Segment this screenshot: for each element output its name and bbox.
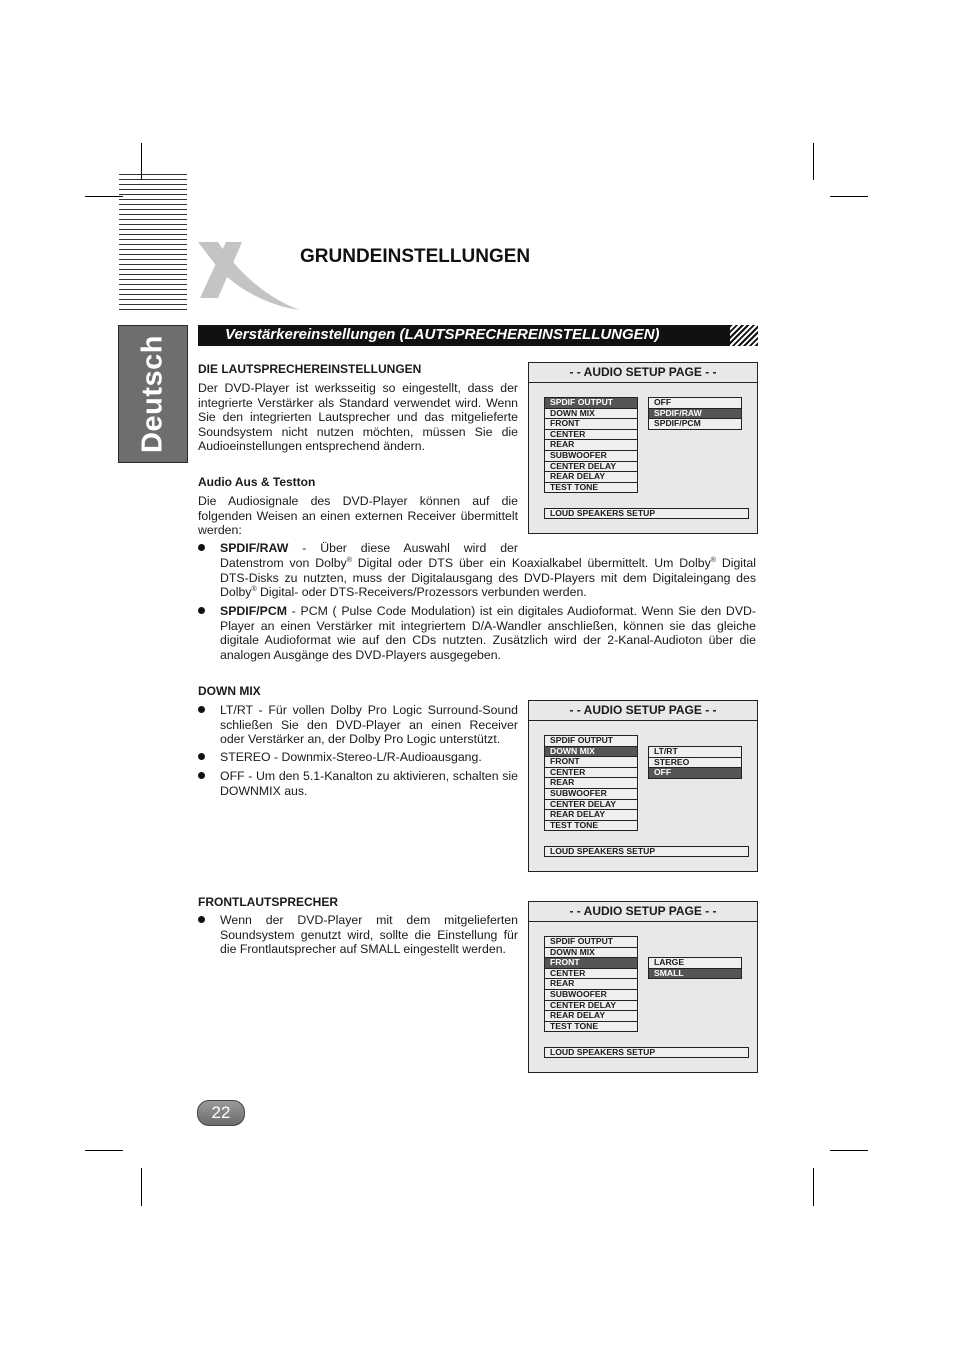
option-spdif-raw[interactable]: SPDIF/RAW [648,408,742,419]
menu-item-down-mix[interactable]: DOWN MIX [544,746,638,757]
bullet-icon [198,772,205,779]
menu-item-front[interactable]: FRONT [544,957,638,968]
spdif-pcm-paragraph [220,604,756,662]
menu-item-rear-delay[interactable]: REAR DELAY [544,471,638,482]
text-line: DOWNMIX aus. [220,783,308,798]
menu-item-test-tone[interactable]: TEST TONE [544,820,638,832]
menu-item-center-delay[interactable]: CENTER DELAY [544,799,638,810]
text-line: Soundsystem nicht nutzen möchten, müssen Sie die [198,424,518,439]
menu-item-rear-delay[interactable]: REAR DELAY [544,809,638,820]
option-off[interactable]: OFF [648,767,742,779]
option-stereo[interactable]: STEREO [648,757,742,768]
menu-item-center[interactable]: CENTER [544,429,638,440]
menu-item-center-delay[interactable]: CENTER DELAY [544,1000,638,1011]
text-line: Soundsystem genutzt wird, sollte die Einstellung für [220,927,518,942]
language-tab [118,325,188,463]
text-line: Der DVD-Player ist werksseitig so eingestellt, dass der [198,381,518,395]
text-line: Digital [715,556,757,570]
menu-item-test-tone[interactable]: TEST TONE [544,482,638,494]
text-line: Player an einen Verstärker mit integriertem D/A-Wandler anschließen, können sie das gleiche [220,618,756,633]
text-line: Wenn der DVD-Player mit dem mitgelieferten [220,913,518,927]
bullet-icon [198,607,205,614]
menu-item-center[interactable]: CENTER [544,767,638,778]
spdif-raw-label: SPDIF/RAW [220,541,289,555]
text-line: die Frontlautsprecher auf SMALL eingestellt werden. [220,942,506,957]
registered-mark: ® [346,556,352,564]
crop-mark [830,196,868,197]
panel-title: - - AUDIO SETUP PAGE - - [529,701,757,721]
language-tab-label: Deutsch [136,335,169,453]
crop-mark [813,143,814,180]
brand-x-logo [196,240,302,312]
menu-item-down-mix[interactable]: DOWN MIX [544,408,638,419]
option-list [648,957,742,979]
menu-item-test-tone[interactable]: TEST TONE [544,1021,638,1033]
audio-off-paragraph [198,494,518,538]
setup-menu [544,397,638,493]
text-line: integrierte Verstärker als Standard verwendet wird. Wenn [198,395,518,410]
down-mix-off [220,769,518,798]
crop-mark [85,196,123,197]
registered-mark: ® [251,586,257,594]
panel-title: - - AUDIO SETUP PAGE - - [529,902,757,922]
menu-item-front[interactable]: FRONT [544,756,638,767]
page-number: 22 [197,1100,245,1126]
spdif-pcm-label: SPDIF/PCM [220,604,287,618]
text-line: Dolby [220,585,252,600]
menu-item-rear-delay[interactable]: REAR DELAY [544,1010,638,1021]
audio-setup-panel-front [528,901,758,1073]
crop-mark [813,1168,814,1206]
option-list [648,397,742,430]
option-spdif-pcm[interactable]: SPDIF/PCM [648,418,742,430]
text-line: - PCM ( Pulse Code Modulation) ist ein digitales Audioformat. Wenn Sie den DVD- [286,604,756,618]
text-line: digitale Audioformat wie auf den CDs nutzten. Zusätzlich wird der 2-Kanal-Audioton über die [220,633,756,648]
menu-item-spdif-output[interactable]: SPDIF OUTPUT [544,936,638,947]
intro-paragraph [198,381,518,454]
crop-mark [830,1150,868,1151]
text-line: Audioeinstellungen entsprechend ändern. [198,439,425,454]
text-line: OFF - Um den 5.1-Kanalton zu aktivieren, schalten sie [220,769,518,783]
decorative-stripes [119,174,187,314]
option-small[interactable]: SMALL [648,968,742,980]
text-line: oder Verstärker an, der Dolby Pro Logic unterstützt. [220,732,501,747]
option-list [648,746,742,779]
text-line: Die Audiosignale des DVD-Player können auf die [198,494,518,508]
setup-menu [544,936,638,1032]
text-line: Digital oder DTS über ein Koaxialkabel übermittelt. Um Dolby [351,556,711,570]
menu-item-spdif-output[interactable]: SPDIF OUTPUT [544,397,638,408]
option-off[interactable]: OFF [648,397,742,408]
loud-speakers-setup[interactable]: LOUD SPEAKERS SETUP [544,846,749,857]
crop-mark [141,1168,142,1206]
text-line: Digital- oder DTS-Receivers/Prozessors verbunden werden. [256,585,587,600]
text-line: folgenden Weisen an einen externen Receiver übermittelt [198,508,518,523]
section-title-bar [198,325,758,346]
text-line: - Über diese Auswahl wird der [302,541,518,555]
text-line: DTS-Disks zu nutzten, muss der Digitalausgang des DVD-Players mit dem Digitaleingang des [220,570,756,585]
menu-item-subwoofer[interactable]: SUBWOOFER [544,989,638,1000]
text-line: werden: [198,523,242,538]
crop-mark [85,1150,123,1151]
intro-heading: DIE LAUTSPRECHEREINSTELLUNGEN [198,362,422,376]
section-title: Verstärkereinstellungen (LAUTSPRECHEREINSTELLUNGEN) [225,326,660,343]
front-paragraph [220,913,518,957]
down-mix-stereo: STEREO - Downmix-Stereo-L/R-Audioausgang. [220,750,482,764]
menu-item-rear[interactable]: REAR [544,439,638,450]
text-line: analogen Ausgänge des DVD-Players ausgegeben. [220,647,501,662]
page-title: GRUNDEINSTELLUNGEN [300,246,531,267]
text-line: LT/RT - Für vollen Dolby Pro Logic Surround-Sound [220,703,518,717]
spdif-raw-line1 [220,541,518,556]
menu-item-front[interactable]: FRONT [544,418,638,429]
menu-item-center[interactable]: CENTER [544,968,638,979]
menu-item-down-mix[interactable]: DOWN MIX [544,947,638,958]
bullet-icon [198,544,205,551]
option-large[interactable]: LARGE [648,957,742,968]
menu-item-subwoofer[interactable]: SUBWOOFER [544,450,638,461]
audio-setup-panel-downmix [528,700,758,872]
menu-item-rear[interactable]: REAR [544,777,638,788]
menu-item-center-delay[interactable]: CENTER DELAY [544,461,638,472]
bullet-icon [198,916,205,923]
audio-off-heading: Audio Aus & Testton [198,475,316,489]
bullet-icon [198,753,205,760]
registered-mark: ® [710,556,716,564]
setup-menu [544,735,638,831]
audio-setup-panel-spdif [528,362,758,534]
text-line: Sie den integrierten Lautsprecher und das mitgelieferte [198,410,518,425]
down-mix-ltrt [220,703,518,747]
text-line: schließen Sie den DVD-Player an einen Receiver [220,717,518,732]
loud-speakers-setup[interactable]: LOUD SPEAKERS SETUP [544,1047,749,1058]
menu-item-subwoofer[interactable]: SUBWOOFER [544,788,638,799]
panel-title: - - AUDIO SETUP PAGE - - [529,363,757,383]
menu-item-spdif-output[interactable]: SPDIF OUTPUT [544,735,638,746]
option-lt-rt[interactable]: LT/RT [648,746,742,757]
bullet-icon [198,706,205,713]
loud-speakers-setup[interactable]: LOUD SPEAKERS SETUP [544,508,749,519]
front-heading: FRONTLAUTSPRECHER [198,895,338,909]
text-line: Datenstrom von Dolby [220,556,347,570]
menu-item-rear[interactable]: REAR [544,978,638,989]
spdif-raw-paragraph [220,556,756,600]
down-mix-heading: DOWN MIX [198,684,261,698]
